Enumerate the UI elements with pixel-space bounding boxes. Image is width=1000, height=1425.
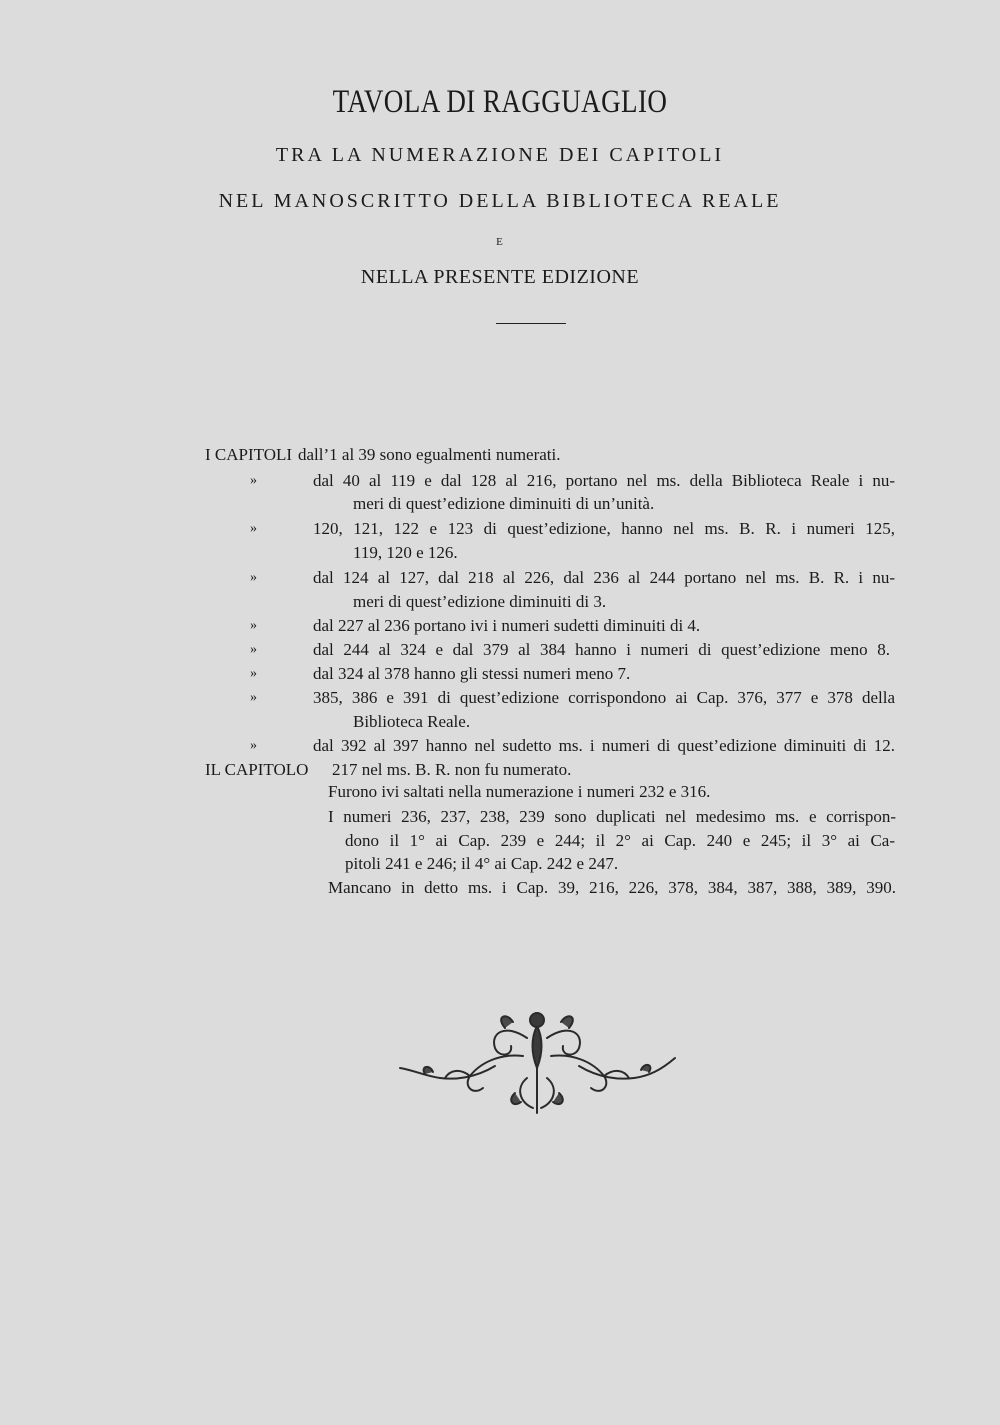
entry-line: 119, 120 e 126. <box>353 543 458 562</box>
subtitle-line-3: NELLA PRESENTE EDIZIONE <box>360 266 640 288</box>
entry-line: meri di quest’edizione diminuiti di un’unità. <box>353 494 655 513</box>
note-line: dono il 1° ai Cap. 239 e 244; il 2° ai Cap. 240 e 245; il 3° ai Ca- <box>345 831 895 850</box>
ditto-mark: » <box>250 666 257 681</box>
entry-line: 385, 386 e 391 di quest’edizione corrispondono ai Cap. 376, 377 e 378 della <box>313 688 895 707</box>
entry-line: Biblioteca Reale. <box>353 712 471 731</box>
entry-first-line: 217 nel ms. B. R. non fu numerato. <box>332 760 572 779</box>
entry-line: dal 124 al 127, dal 218 al 226, dal 236 al 244 portano nel ms. B. R. i nu- <box>313 568 895 587</box>
ditto-mark: » <box>250 738 257 753</box>
title-divider <box>496 323 566 324</box>
ditto-mark: » <box>250 642 257 657</box>
ditto-mark: » <box>250 473 257 488</box>
ditto-mark: » <box>250 690 257 705</box>
subtitle-conjunction: E <box>496 236 504 248</box>
note-line: Mancano in detto ms. i Cap. 39, 216, 226, 378, 384, 387, 388, 389, 390. <box>328 878 896 897</box>
note-line: I numeri 236, 237, 238, 239 sono duplicati nel medesimo ms. e corrispon- <box>328 807 896 826</box>
entry-line: dal 227 al 236 portano ivi i numeri sudetti diminuiti di 4. <box>313 616 701 635</box>
note-line: Furono ivi saltati nella numerazione i numeri 232 e 316. <box>328 782 711 801</box>
note-line: pitoli 241 e 246; il 4° ai Cap. 242 e 247. <box>345 854 619 873</box>
page-title: TAVOLA DI RAGGUAGLIO <box>332 84 668 120</box>
entry-first-line: dall’1 al 39 sono egualmenti numerati. <box>298 445 561 464</box>
ditto-mark: » <box>250 570 257 585</box>
subtitle-line-1: TRA LA NUMERAZIONE DEI CAPITOLI <box>275 144 725 166</box>
entry-line: dal 244 al 324 e dal 379 al 384 hanno i numeri di quest’edizione meno 8. <box>313 640 890 659</box>
section-label-capitolo: IL CAPITOLO <box>205 760 309 779</box>
floral-tailpiece-ornament-icon <box>395 1008 680 1123</box>
entry-line: dal 392 al 397 hanno nel sudetto ms. i numeri di quest’edizione diminuiti di 12. <box>313 736 895 755</box>
ditto-mark: » <box>250 521 257 536</box>
ditto-mark: » <box>250 618 257 633</box>
subtitle-line-2: NEL MANOSCRITTO DELLA BIBLIOTECA REALE <box>218 190 782 212</box>
section-label-capitoli: I CAPITOLI <box>205 445 293 464</box>
entry-line: meri di quest’edizione diminuiti di 3. <box>353 592 607 611</box>
entry-line: dal 40 al 119 e dal 128 al 216, portano nel ms. della Biblioteca Reale i nu- <box>313 471 895 490</box>
entry-line: dal 324 al 378 hanno gli stessi numeri meno 7. <box>313 664 631 683</box>
entry-line: 120, 121, 122 e 123 di quest’edizione, hanno nel ms. B. R. i numeri 125, <box>313 519 895 538</box>
